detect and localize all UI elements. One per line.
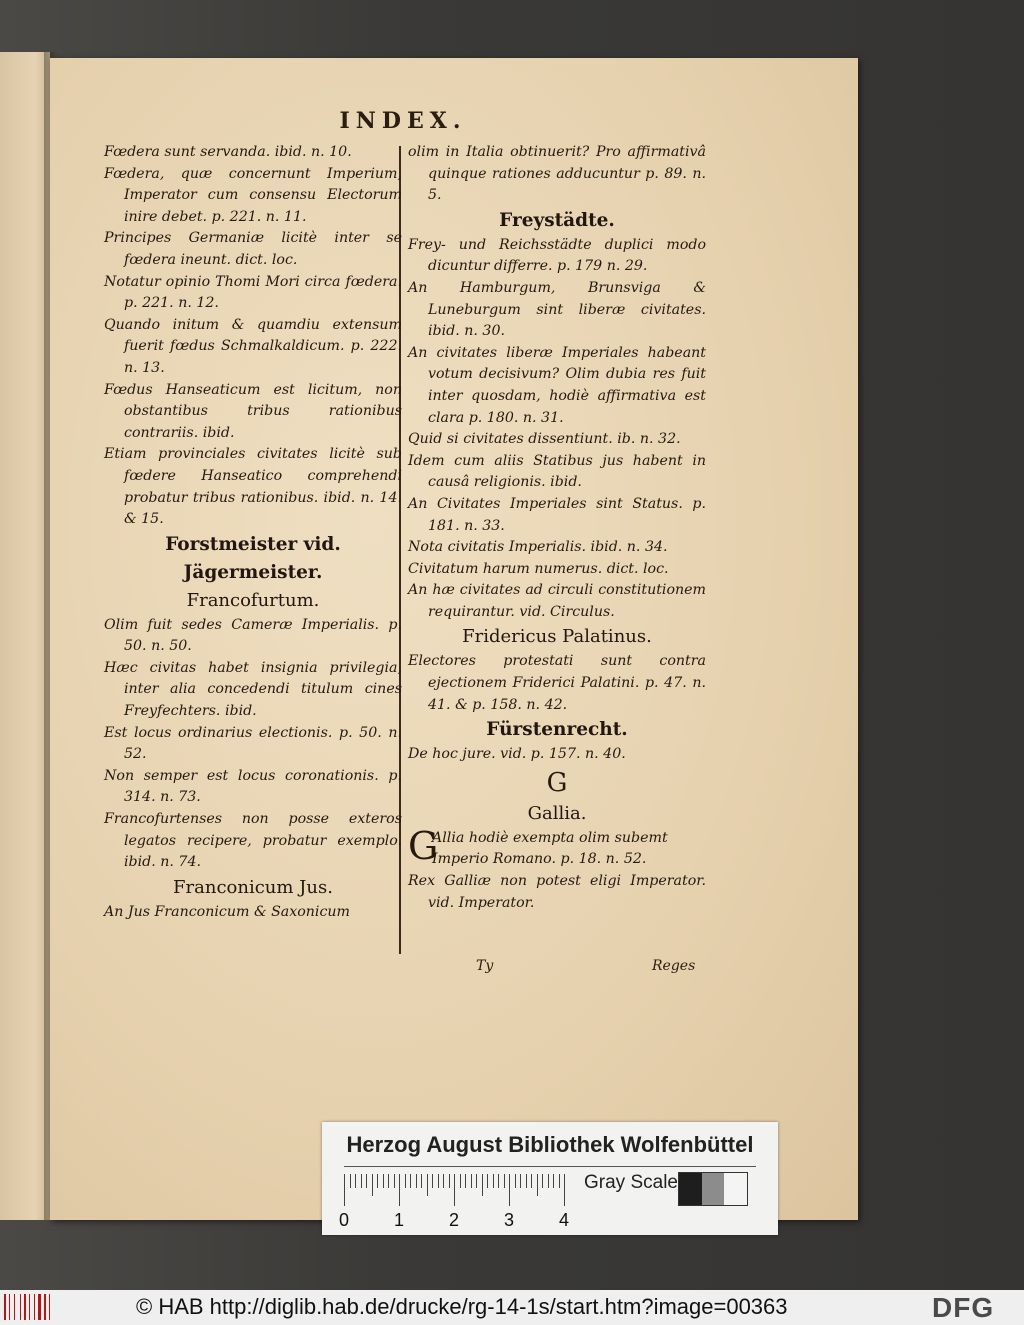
index-entry: olim in Italia obtinuerit? Pro affirmativâ quinque rationes adducuntur p. 89. n. 5. [408,144,706,204]
ruler-tick [476,1174,477,1188]
page-header: INDEX. [339,108,467,134]
ruler-tick [394,1174,395,1188]
index-heading: Francofurtum. [186,589,320,611]
ruler-tick [399,1174,400,1206]
ruler-tick [537,1174,538,1196]
section-letter: G [546,767,568,798]
ruler-number: 4 [559,1210,570,1230]
ruler-tick [366,1174,367,1188]
ruler-number: 2 [449,1210,460,1230]
ruler-tick [449,1174,450,1188]
index-entry: Est locus ordinarius electionis. p. 50. n. 52. [104,724,402,763]
index-entry: An hæ civitates ad circuli constitutionem requirantur. vid. Circulus. [408,582,706,620]
dfg-logo: DFG [932,1292,995,1323]
drop-cap-letter: G [408,823,439,868]
barcode-bar [4,1294,6,1320]
card-rule [344,1166,756,1167]
left-column [104,142,402,923]
index-entry: Quid si civitates dissentiunt. ib. n. 32. [408,431,681,448]
color-reference-card [322,1122,778,1235]
index-entry: Nota civitatis Imperialis. ibid. n. 34. [408,539,668,556]
scale-ruler [339,1174,574,1230]
viewer-footer [0,1290,1024,1325]
index-entry: Fœdera sunt servanda. ibid. n. 10. [104,144,352,160]
ruler-tick [377,1174,378,1188]
index-entry: Frey- und Reichsstädte duplici modo dicuntur differre. p. 179 n. 29. [408,236,706,275]
index-heading-fraktur: Fürstenrecht. [486,719,628,741]
index-entry: Quando initum & quamdiu extensum fuerit fœdus Schmalkaldicum. p. 222. n. 13. [104,316,402,376]
ruler-tick [526,1174,527,1188]
index-entry: An civitates liberæ Imperiales habeant votum decisivum? Olim dubia res fuit inter quosdam, hodiè affirmativa est clara p. 180. n. 31. [408,344,706,426]
ruler-tick [344,1174,345,1206]
drop-cap-text: Allia hodiè exempta olim subemt Imperio Romano. p. 18. n. 52. [432,829,668,868]
ruler-tick [421,1174,422,1188]
index-entry: Rex Galliæ non potest eligi Imperator. vid. Imperator. [408,873,706,911]
ruler-tick [564,1174,565,1206]
facing-page-edge [0,52,50,1220]
index-entry: Principes Germaniæ licitè inter se fœdera ineunt. dict. loc. [104,230,402,268]
ruler-tick [487,1174,488,1188]
ruler-tick [432,1174,433,1188]
ruler-tick [361,1174,362,1188]
index-entry-dropcap [408,823,706,871]
catchword-left: Ty [476,958,494,974]
ruler-tick [471,1174,472,1188]
barcode-bar [34,1294,35,1320]
ruler-tick [504,1174,505,1188]
ruler-tick [509,1174,510,1206]
ruler-tick [520,1174,521,1188]
barcode-bar [29,1294,30,1320]
gray-swatch [679,1173,702,1205]
ruler-tick [542,1174,543,1188]
ruler-tick [531,1174,532,1188]
index-heading-fraktur: Forstmeister vid. Jägermeister. [165,533,341,583]
barcode-bar [49,1294,50,1320]
index-entry: Non semper est locus coronationis. p. 314. n. 73. [104,767,402,806]
copyright-url[interactable]: © HAB http://diglib.hab.de/drucke/rg-14-1s/start.htm?image=00363 [136,1294,788,1319]
ruler-tick [372,1174,373,1196]
index-entry: Hæc civitas habet insignia privilegia, inter alia concedendi titulum cines Freyfechters. ibid. [104,659,402,720]
gray-swatch [724,1173,747,1205]
ruler-tick [465,1174,466,1188]
ruler-tick [515,1174,516,1188]
ruler-tick [553,1174,554,1188]
ruler-tick [427,1174,428,1196]
index-heading-fraktur: Freystädte. [499,209,615,231]
index-entry: Olim fuit sedes Cameræ Imperialis. p. 50. n. 50. [104,616,402,655]
ruler-tick [383,1174,384,1188]
barcode-bar [38,1294,41,1320]
ruler-tick [410,1174,411,1188]
ruler-tick [493,1174,494,1188]
barcode-bar [9,1294,10,1320]
index-entry: Etiam provinciales civitates licitè sub fœdere Hanseatico comprehendi probatur tribus rationibus. ibid. n. 14. & 15. [104,446,402,528]
index-entry: Fœdus Hanseaticum est licitum, non obstantibus tribus rationibus contrariis. ibid. [104,381,402,441]
barcode-bar [14,1294,15,1320]
index-entry: An Hamburgum, Brunsviga & Luneburgum sint liberæ civitates. ibid. n. 30. [408,279,706,340]
ruler-tick [482,1174,483,1196]
index-entry: An Civitates Imperiales sint Status. p. 181. n. 33. [408,495,706,534]
right-column [408,142,706,914]
ruler-tick [454,1174,455,1206]
ruler-tick [559,1174,560,1188]
ruler-tick [350,1174,351,1188]
library-name: Herzog August Bibliothek Wolfenbüttel [346,1132,754,1157]
barcode-icon [4,1294,52,1320]
barcode-bar [44,1294,46,1320]
barcode-bar [20,1294,21,1320]
ruler-tick [405,1174,406,1188]
ruler-tick [498,1174,499,1188]
ruler-tick [355,1174,356,1188]
index-entry: Civitatum harum numerus. dict. loc. [408,560,669,577]
ruler-tick [460,1174,461,1188]
index-entry: Electores protestati sunt contra ejectionem Friderici Palatini. p. 47. n. 41. & p. 158. n. 42. [408,653,706,713]
ruler-number: 3 [504,1210,515,1230]
gray-swatches [678,1172,748,1206]
index-entry: Notatur opinio Thomi Mori circa fœdera. p. 221. n. 12. [104,273,402,312]
ruler-tick [443,1174,444,1188]
index-heading: Gallia. [527,802,587,824]
gray-scale-label: Gray Scale [584,1172,678,1193]
ruler-tick [416,1174,417,1188]
ruler-tick [438,1174,439,1188]
index-entry: Fœdera, quæ concernunt Imperium, Imperator cum consensu Electorum inire debet. p. 221. n. 11. [104,165,402,225]
index-entry: Francofurtenses non posse exteros legatos recipere, probatur exemplo. ibid. n. 74. [104,811,402,871]
index-entry: De hoc jure. vid. p. 157. n. 40. [408,746,626,763]
index-entry: An Jus Franconicum & Saxonicum [104,903,351,920]
ruler-number: 1 [394,1210,405,1230]
gray-swatch [702,1173,725,1205]
index-heading: Franconicum Jus. [173,876,333,898]
index-entry: Idem cum aliis Statibus jus habent in causâ religionis. ibid. [408,452,706,491]
ruler-number: 0 [339,1210,350,1230]
barcode-bar [24,1294,26,1320]
catchword-right: Reges [652,958,696,974]
ruler-tick [388,1174,389,1188]
ruler-tick [548,1174,549,1188]
index-heading: Fridericus Palatinus. [462,626,652,648]
